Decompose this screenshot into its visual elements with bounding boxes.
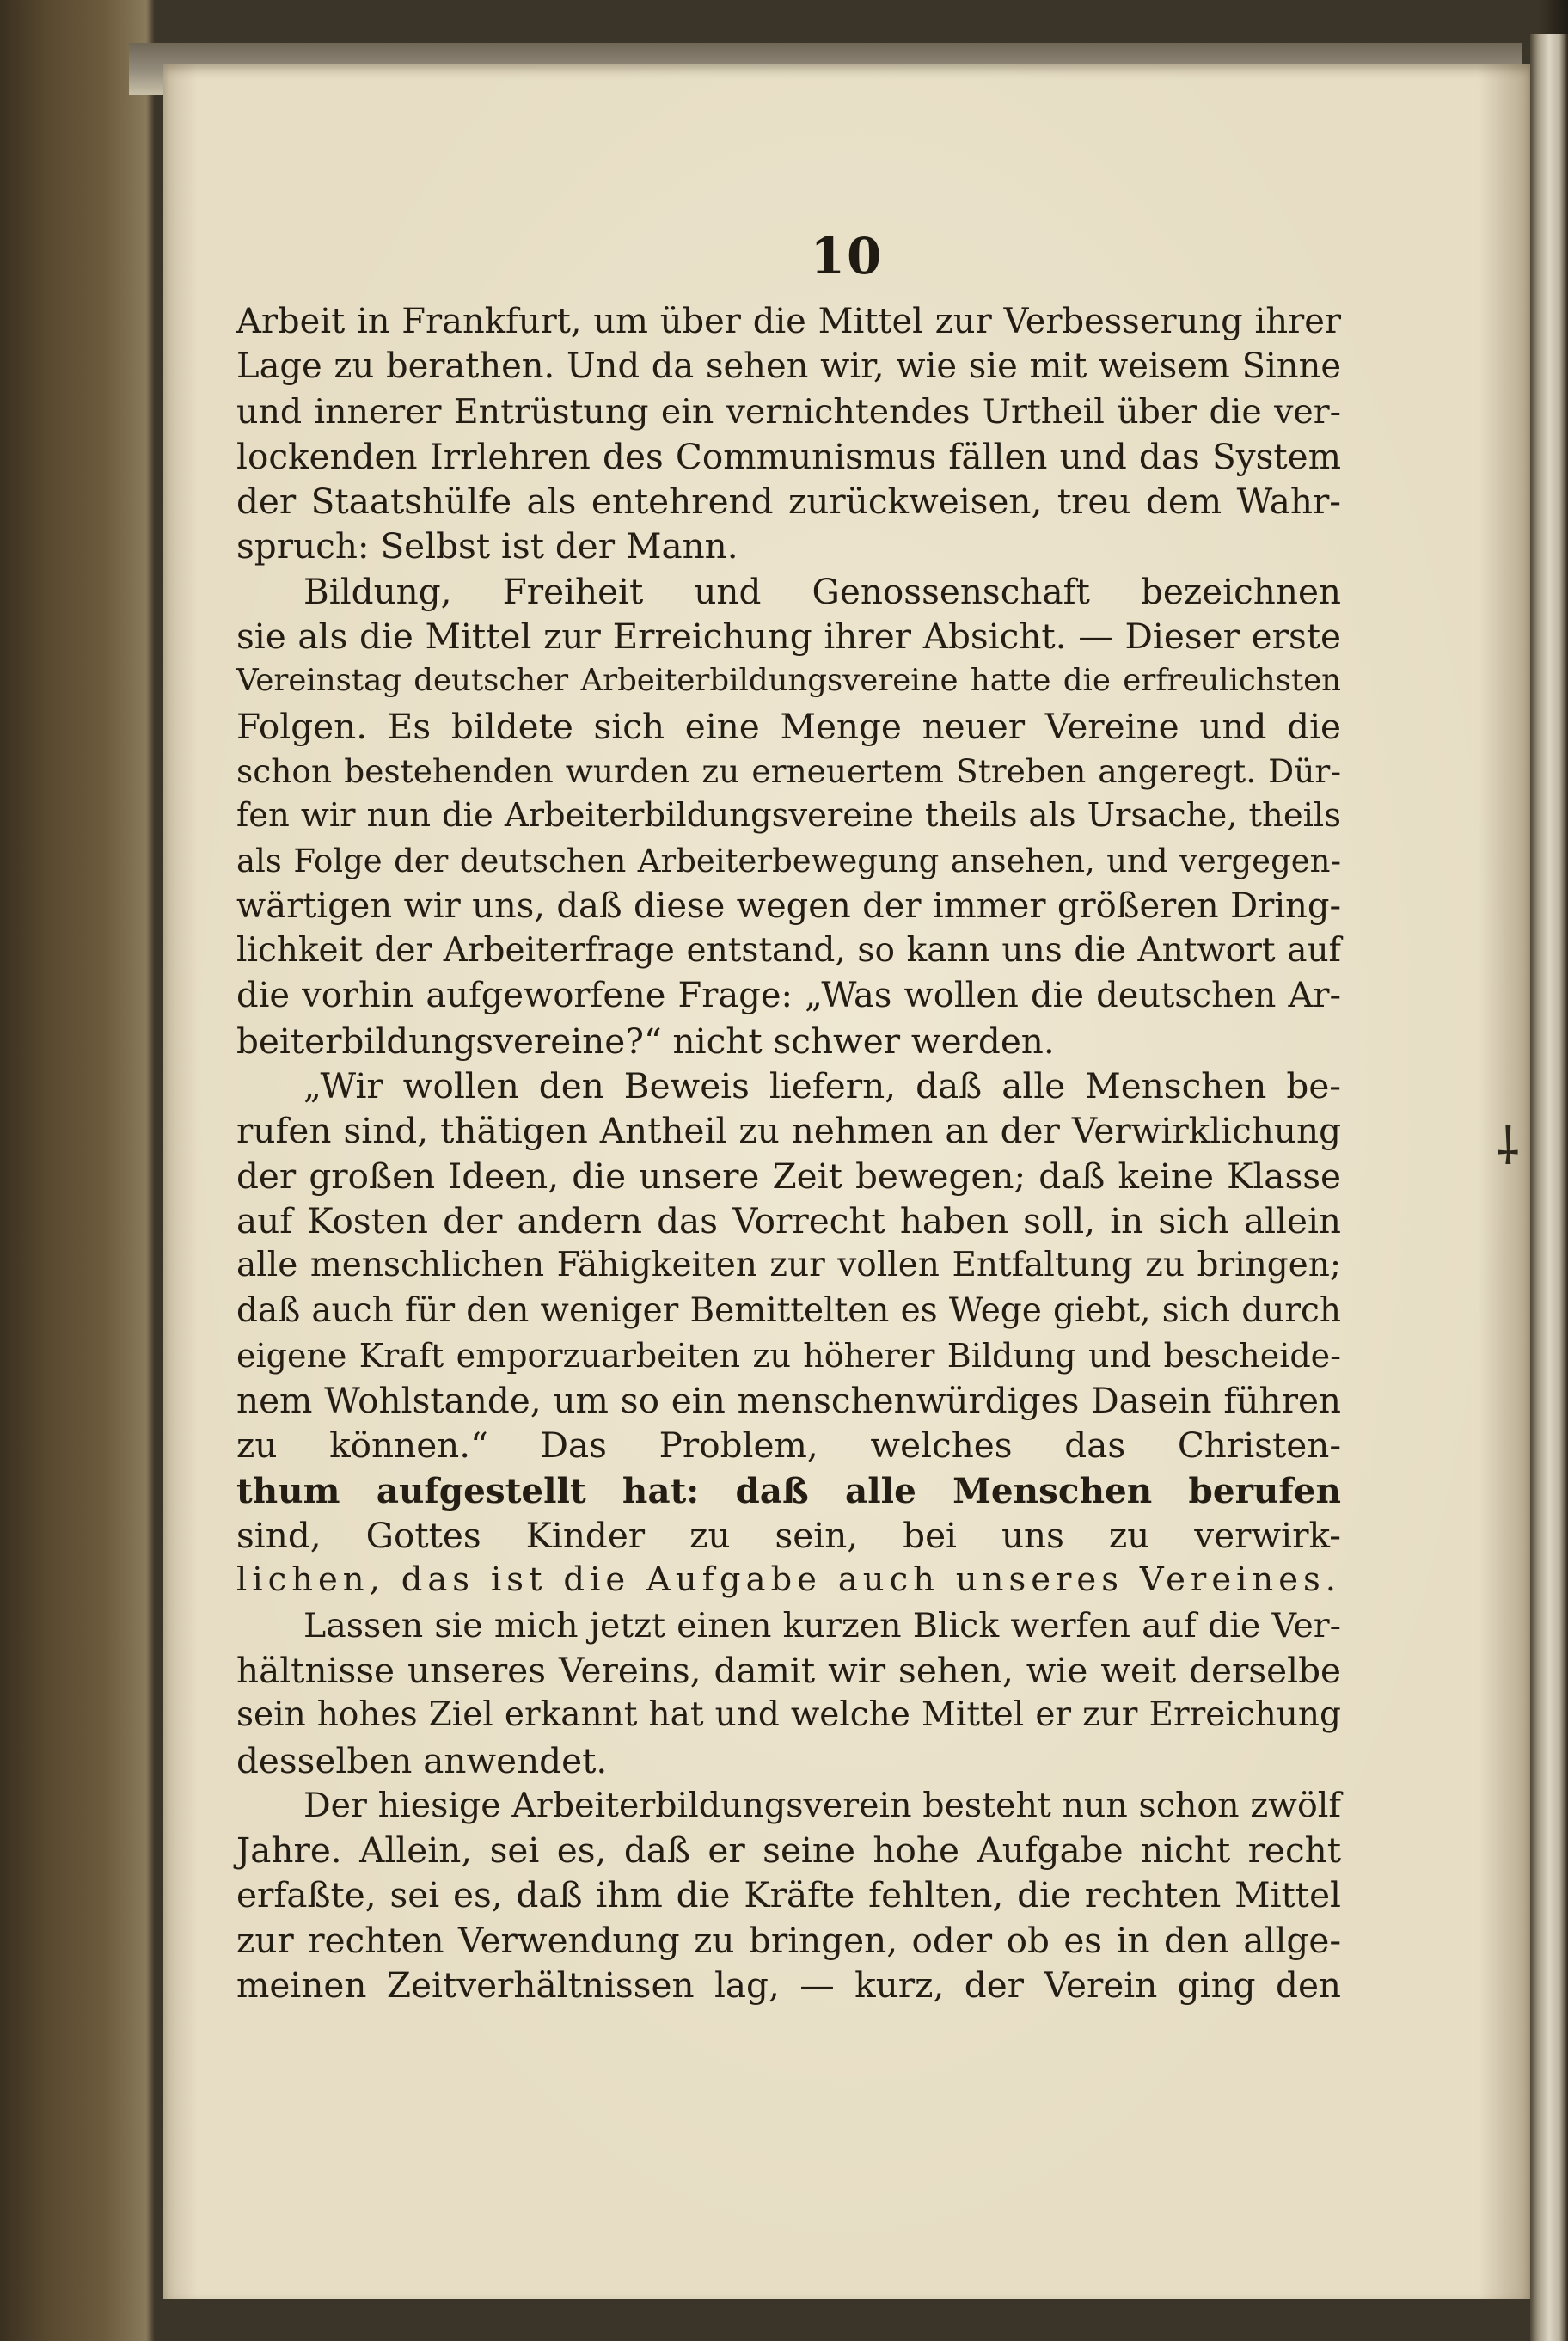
text-line: eigene Kraft emporzuarbeiten zu höherer Bildung und bescheide- <box>236 1336 1341 1375</box>
text-line: alle menschlichen Fähigkeiten zur vollen Entfaltung zu bringen; <box>236 1246 1341 1285</box>
text-line: zur rechten Verwendung zu bringen, oder ob es in den allge- <box>236 1919 1341 1961</box>
text-line: schon bestehenden wurden zu erneuertem Streben angeregt. Dür- <box>236 751 1341 790</box>
text-line: auf Kosten der andern das Vorrecht haben soll, in sich allein <box>236 1199 1341 1241</box>
text-line: daß auch für den weniger Bemittelten es Wege giebt, sich durch <box>236 1290 1341 1330</box>
text-line: hältnisse unseres Vereins, damit wir sehen, wie weit derselbe <box>236 1649 1341 1691</box>
text-line: spruch: Selbst ist der Mann. <box>236 525 738 567</box>
text-line: der Staatshülfe als entehrend zurückweisen, treu dem Wahr- <box>236 481 1341 523</box>
text-line: lichen, das ist die Aufgabe auch unseres Vereines. <box>236 1560 1341 1600</box>
text-line: meinen Zeitverhältnissen lag, — kurz, der Verein ging den <box>236 1964 1341 2006</box>
text-line: fen wir nun die Arbeiterbildungsvereine theils als Ursache, theils <box>236 796 1341 836</box>
text-line: rufen sind, thätigen Antheil zu nehmen an der Verwirklichung <box>236 1110 1341 1152</box>
text-line: Der hiesige Arbeiterbildungsverein besteht nun schon zwölf <box>303 1785 1341 1825</box>
text-line: die vorhin aufgeworfene Frage: „Was wollen die deutschen Ar- <box>236 976 1341 1016</box>
text-line-emphasis: thum aufgestellt hat: daß alle Menschen berufen <box>236 1469 1341 1511</box>
text-line: desselben anwendet. <box>236 1739 608 1781</box>
facing-page-edge <box>1530 34 1568 2341</box>
text-line: Vereinstag deutscher Arbeiterbildungsvereine hatte die erfreulichsten <box>236 663 1341 699</box>
text-line: sein hohes Ziel erkannt hat und welche Mittel er zur Erreichung <box>236 1695 1341 1735</box>
text-line: erfaßte, sei es, daß ihm die Kräfte fehlten, die rechten Mittel <box>236 1874 1341 1916</box>
text-line: als Folge der deutschen Arbeiterbewegung ansehen, und vergegen- <box>236 842 1341 879</box>
text-line: Jahre. Allein, sei es, daß er seine hohe Aufgabe nicht recht <box>236 1829 1341 1872</box>
text-line: der großen Ideen, die unsere Zeit bewegen; daß keine Klasse <box>236 1155 1341 1197</box>
text-line: Bildung, Freiheit und Genossenschaft bezeichnen <box>303 570 1341 612</box>
text-line: „Wir wollen den Beweis liefern, daß alle Menschen be- <box>303 1065 1341 1107</box>
text-line: und innerer Entrüstung ein vernichtendes Urtheil über die ver- <box>236 391 1341 432</box>
text-line: zu können.“ Das Problem, welches das Christen- <box>236 1425 1341 1467</box>
text-line: wärtigen wir uns, daß diese wegen der immer größeren Dring- <box>236 886 1341 926</box>
text-line: nem Wohlstande, um so ein menschenwürdiges Dasein führen <box>236 1380 1341 1422</box>
text-line: sie als die Mittel zur Erreichung ihrer Absicht. — Dieser erste <box>236 616 1341 658</box>
text-line: beiterbildungsvereine?“ nicht schwer werden. <box>236 1020 1055 1062</box>
text-line: Arbeit in Frankfurt, um über die Mittel zur Verbesserung ihrer <box>236 302 1341 341</box>
body-text <box>236 299 1341 2007</box>
text-line: lichkeit der Arbeiterfrage entstand, so kann uns die Antwort auf <box>236 931 1341 971</box>
text-line: Folgen. Es bildete sich eine Menge neuer Vereine und die <box>236 705 1341 747</box>
text-line: lockenden Irrlehren des Communismus fällen und das System <box>236 435 1341 477</box>
text-line: Lage zu berathen. Und da sehen wir, wie sie mit weisem Sinne <box>236 346 1341 387</box>
page-number: 10 <box>810 227 884 285</box>
text-line: Lassen sie mich jetzt einen kurzen Blick werfen auf die Ver- <box>303 1605 1341 1645</box>
margin-pin-mark: ⸸ <box>1496 1117 1521 1177</box>
text-line-emphasis: sind, Gottes Kinder zu sein, bei uns zu verwirk- <box>236 1515 1341 1557</box>
